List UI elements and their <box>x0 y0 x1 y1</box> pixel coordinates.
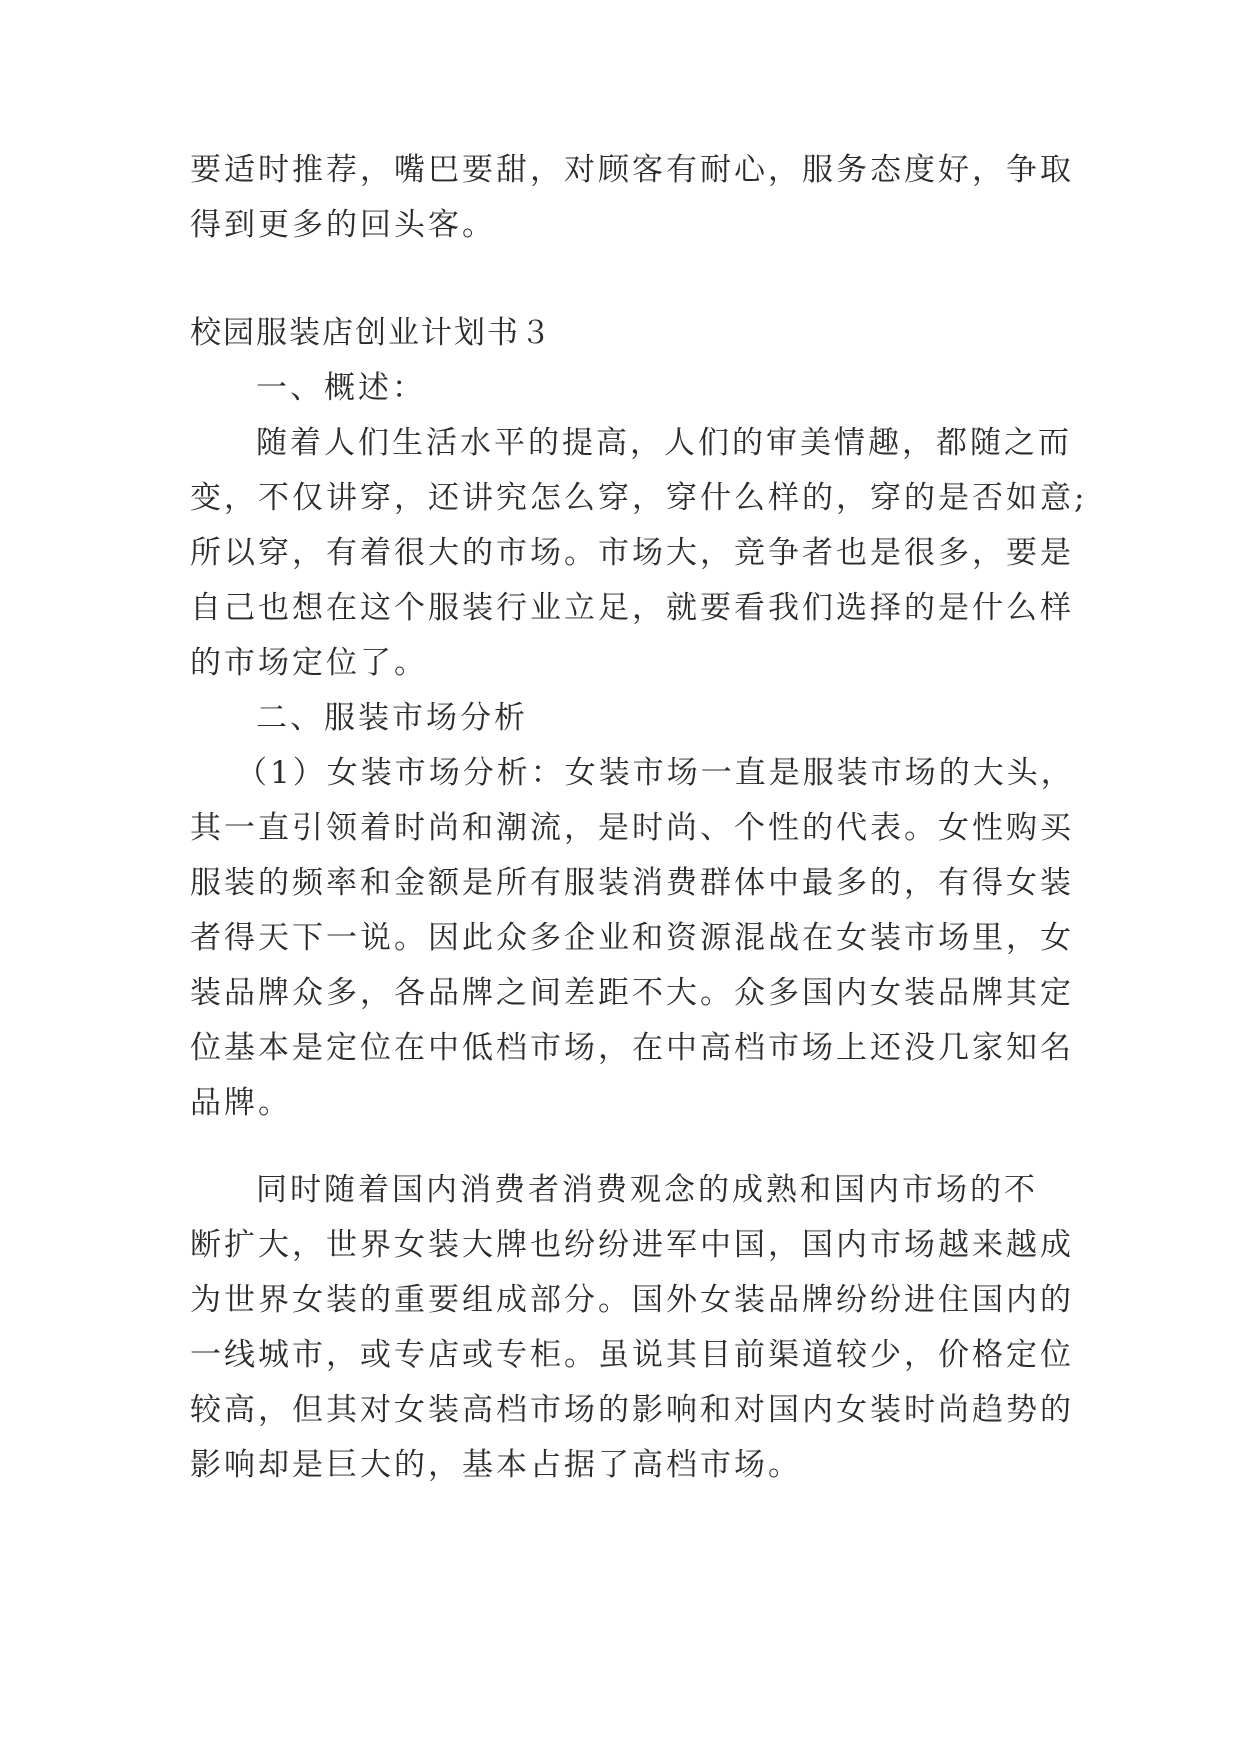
overview-line: 所以穿，有着很大的市场。市场大，竞争者也是很多，要是 <box>190 535 1074 571</box>
analysis-line: （1）女装市场分析：女装市场一直是服装市场的大头， <box>236 755 1075 791</box>
foreign-brands-line: 一线城市，或专店或专柜。虽说其目前渠道较少，价格定位 <box>190 1337 1074 1373</box>
analysis-line: 者得天下一说。因此众多企业和资源混战在女装市场里，女 <box>190 920 1074 956</box>
analysis-line: 其一直引领着时尚和潮流，是时尚、个性的代表。女性购买 <box>190 810 1074 846</box>
analysis-line: 装品牌众多，各品牌之间差距不大。众多国内女装品牌其定 <box>190 975 1074 1011</box>
overview-line: 变，不仅讲穿，还讲究怎么穿，穿什么样的，穿的是否如意; <box>190 480 1088 516</box>
foreign-brands-line: 较高，但其对女装高档市场的影响和对国内女装时尚趋势的 <box>190 1392 1074 1428</box>
analysis-line: 品牌。 <box>190 1085 292 1121</box>
foreign-brands-line: 同时随着国内消费者消费观念的成熟和国内市场的不 <box>256 1172 1038 1208</box>
foreign-brands-line: 影响却是巨大的，基本占据了高档市场。 <box>190 1447 802 1483</box>
analysis-line: 服装的频率和金额是所有服装消费群体中最多的，有得女装 <box>190 865 1074 901</box>
foreign-brands-line: 为世界女装的重要组成部分。国外女装品牌纷纷进住国内的 <box>190 1282 1074 1318</box>
section-title: 校园服装店创业计划书３ <box>190 315 553 351</box>
heading-overview: 一、概述： <box>256 370 426 406</box>
analysis-line: 位基本是定位在中低档市场，在中高档市场上还没几家知名 <box>190 1030 1074 1066</box>
intro-line: 得到更多的回头客。 <box>190 207 496 243</box>
overview-line: 随着人们生活水平的提高，人们的审美情趣，都随之而 <box>256 425 1072 461</box>
overview-line: 的市场定位了。 <box>190 645 428 681</box>
overview-line: 自己也想在这个服装行业立足，就要看我们选择的是什么样 <box>190 590 1074 626</box>
heading-market-analysis: 二、服装市场分析 <box>256 700 528 736</box>
intro-line: 要适时推荐，嘴巴要甜，对顾客有耐心，服务态度好，争取 <box>190 152 1074 188</box>
foreign-brands-line: 断扩大，世界女装大牌也纷纷进军中国，国内市场越来越成 <box>190 1227 1074 1263</box>
